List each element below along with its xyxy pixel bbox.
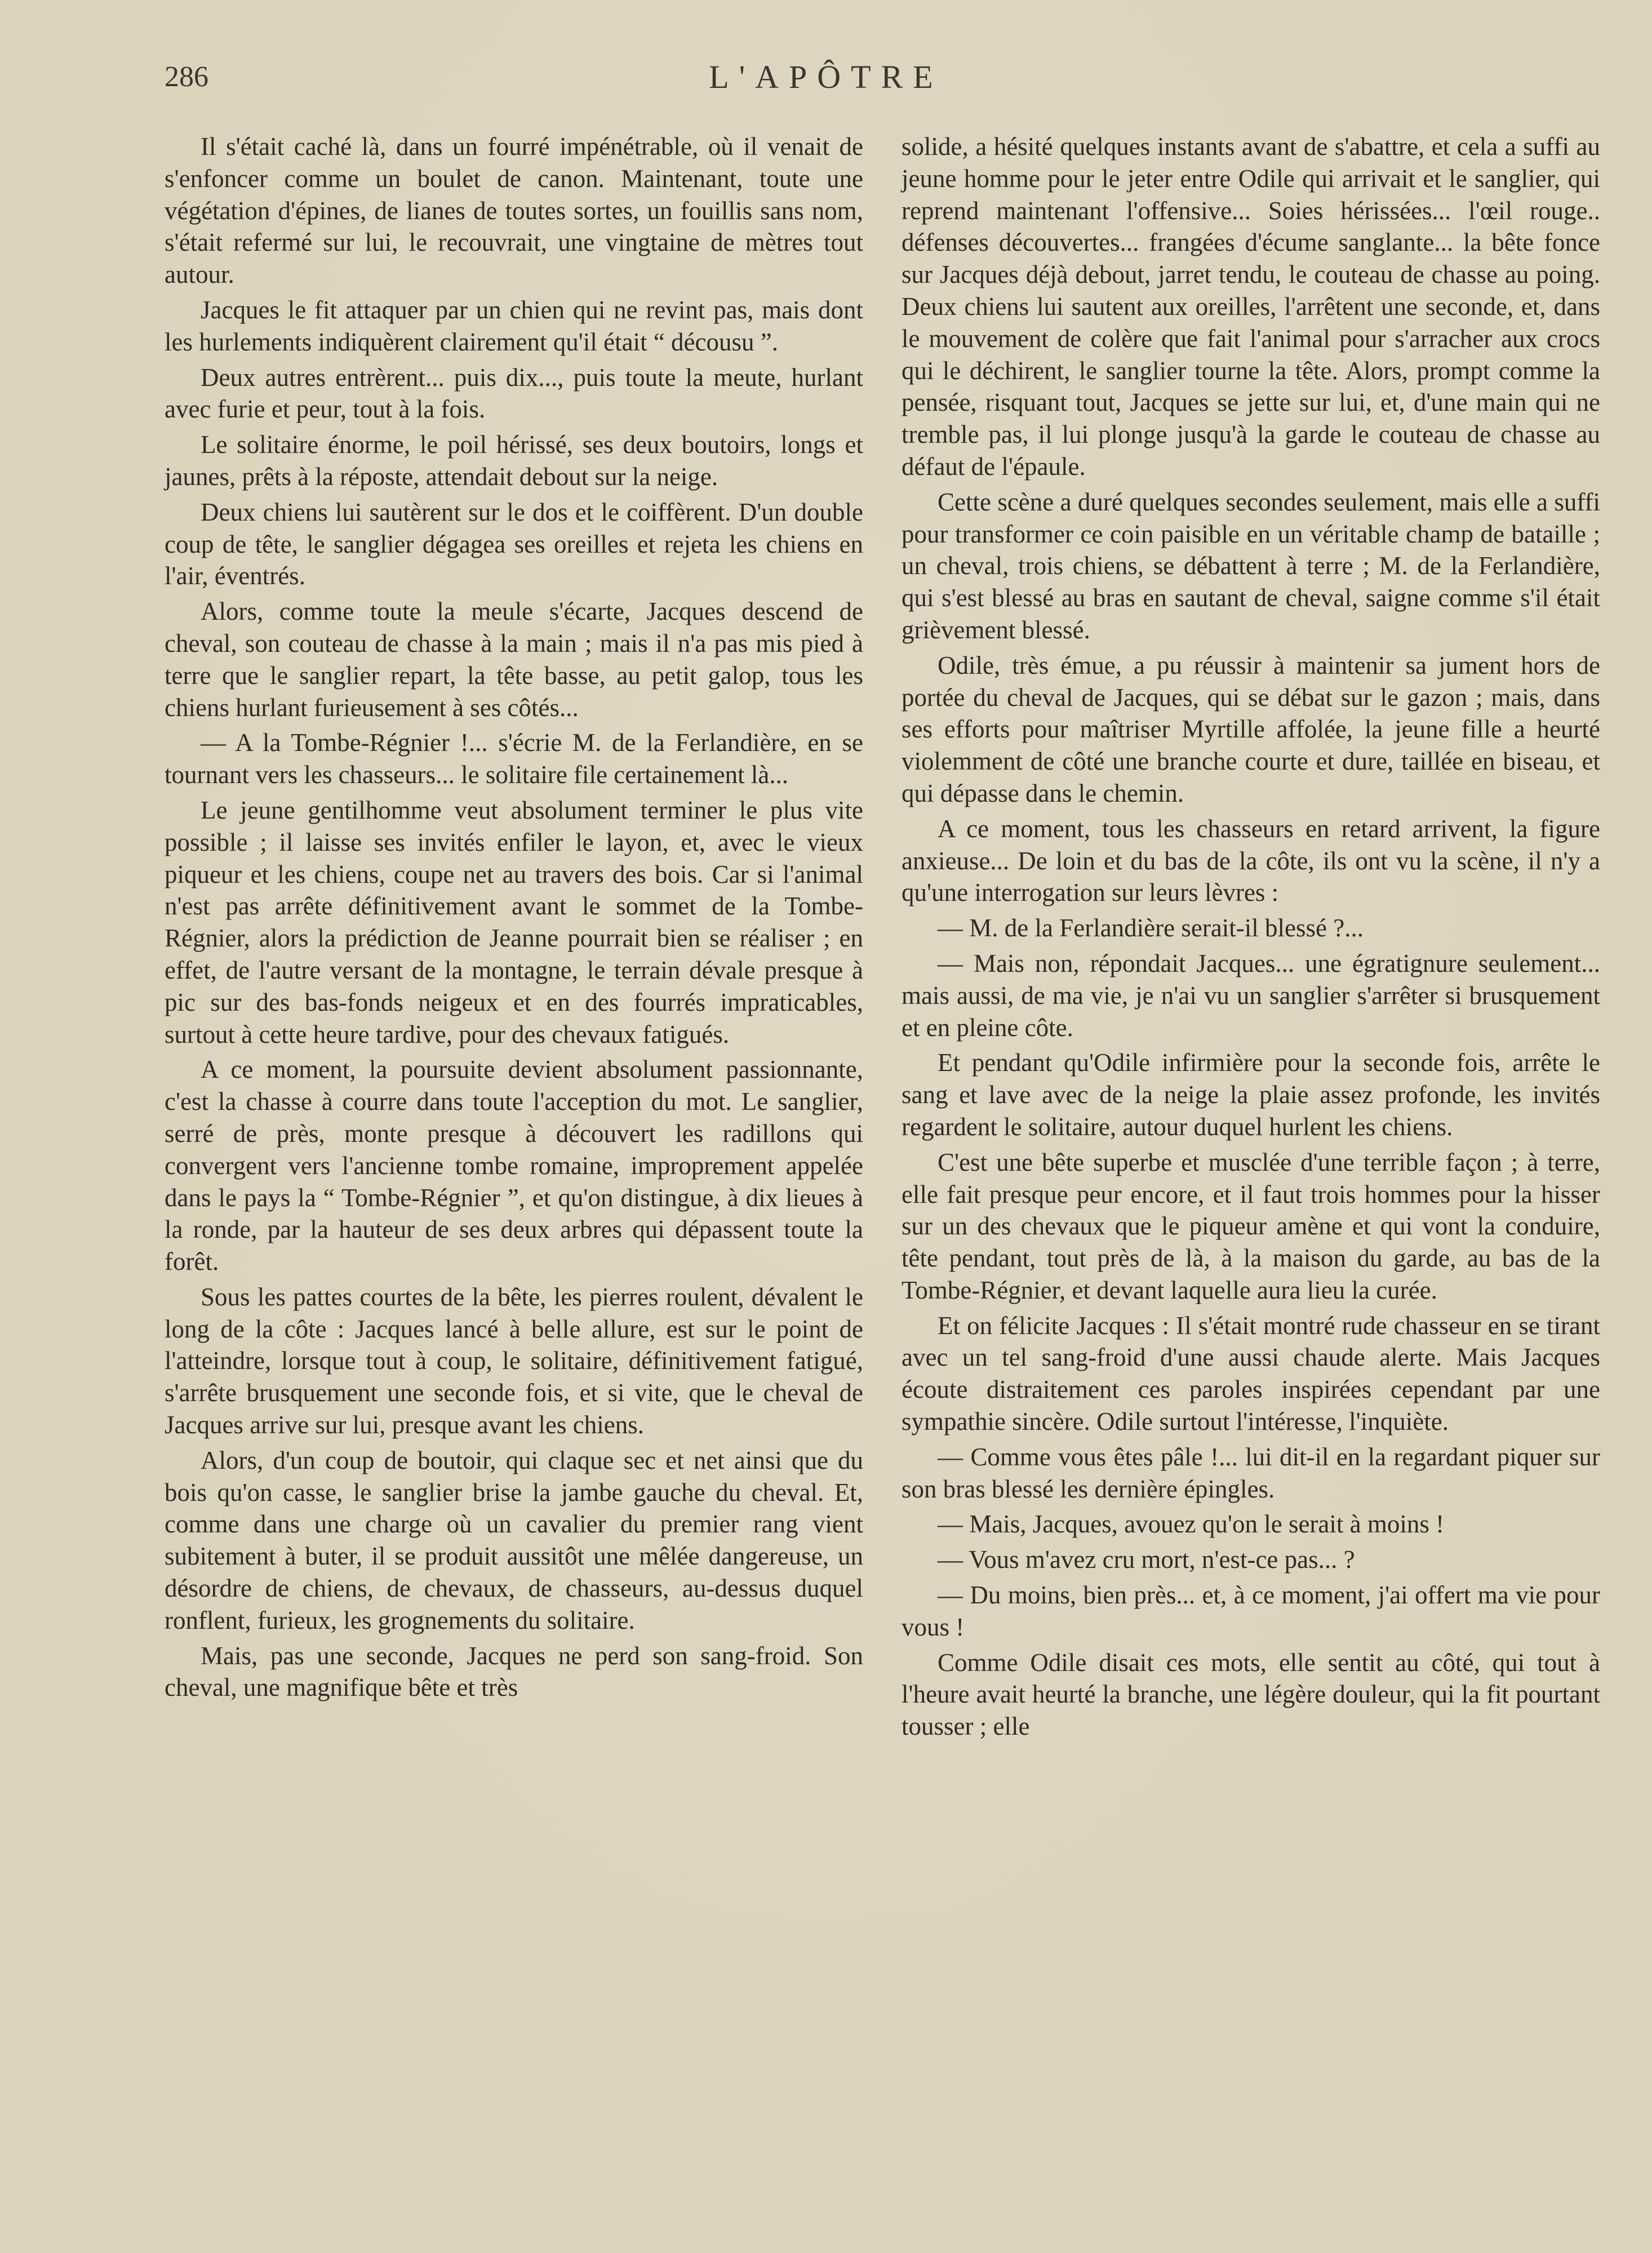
paragraph: Il s'était caché là, dans un fourré impénétrable, où il venait de s'enfoncer comme un boulet de canon. Maintenant, toute une végétation d'épines, de lianes de toutes sortes, un fouillis sans nom, s'était refermé sur lui, le recouvrait, une vingtaine de mètres tout autour.	[165, 132, 863, 289]
paragraph: — Vous m'avez cru mort, n'est-ce pas... ?	[938, 1545, 1355, 1574]
right-column	[902, 131, 1600, 1746]
paragraph: A ce moment, tous les chasseurs en retard arrivent, la figure anxieuse... De loin et du bas de la côte, ils ont vu la scène, il n'y a qu'une interrogation sur leurs lèvres :	[902, 814, 1600, 907]
paragraph: A ce moment, la poursuite devient absolument passionnante, c'est la chasse à courre dans toute l'acception du mot. Le sanglier, serré de près, monte presque à découvert les radillons qui convergent vers l'ancienne tombe romaine, improprement appelée dans le pays la “ Tombe-Régnier ”, et qu'on distingue, à dix lieues à la ronde, par la hauteur de ses deux arbres qui dépassent toute la forêt.	[165, 1055, 863, 1276]
paragraph: — Mais, Jacques, avouez qu'on le serait à moins !	[938, 1510, 1445, 1539]
paragraph: C'est une bête superbe et musclée d'une terrible façon ; à terre, elle fait presque peur encore, et il faut trois hommes pour la hisser sur un des chevaux que le piqueur amène et qui vont la conduire, tête pendant, tout près de là, à la maison du garde, au bas de la Tombe-Régnier, et devant laquelle aura lieu la curée.	[902, 1148, 1600, 1304]
paragraph: Alors, comme toute la meule s'écarte, Jacques descend de cheval, son couteau de chasse à la main ; mais il n'a pas mis pied à terre que le sanglier repart, la tête basse, au petit galop, tous les chiens hurlant furieusement à ses côtés...	[165, 597, 863, 722]
paragraph: — Mais non, répondait Jacques... une égratignure seulement... mais aussi, de ma vie, je n'ai vu un sanglier s'arrêter si brusquement et en pleine côte.	[902, 949, 1600, 1042]
paragraph: Mais, pas une seconde, Jacques ne perd son sang-froid. Son cheval, une magnifique bête et très	[165, 1641, 863, 1702]
paragraph: Comme Odile disait ces mots, elle sentit au côté, qui tout à l'heure avait heurté la branche, une légère douleur, qui la fit pourtant tousser ; elle	[902, 1648, 1600, 1741]
paragraph: Et pendant qu'Odile infirmière pour la seconde fois, arrête le sang et lave avec de la neige la plaie assez profonde, les invités regardent le solitaire, autour duquel hurlent les chiens.	[902, 1048, 1600, 1141]
paragraph: Jacques le fit attaquer par un chien qui ne revint pas, mais dont les hurlements indiquèrent clairement qu'il était “ décousu ”.	[165, 295, 863, 356]
paragraph: Odile, très émue, a pu réussir à maintenir sa jument hors de portée du cheval de Jacques, qui se débat sur le gazon ; mais, dans ses efforts pour maîtriser Myrtille affolée, la jeune fille a heurté violemment de côté une branche courte et dure, taillée en biseau, et qui dépasse dans le chemin.	[902, 651, 1600, 807]
paragraph: — A la Tombe-Régnier !... s'écrie M. de la Ferlandière, en se tournant vers les chasseurs... le solitaire file certainement là...	[165, 728, 863, 789]
left-column	[165, 131, 863, 1707]
paragraph: Sous les pattes courtes de la bête, les pierres roulent, dévalent le long de la côte : Jacques lancé à belle allure, est sur le point de l'atteindre, lorsque tout à coup, le solitaire, définitivement fatigué, s'arrête brusquement une seconde fois, et si vite, que le cheval de Jacques arrive sur lui, presque avant les chiens.	[165, 1282, 863, 1439]
paragraph: — Du moins, bien près... et, à ce moment, j'ai offert ma vie pour vous !	[902, 1581, 1600, 1641]
paragraph: Le jeune gentilhomme veut absolument terminer le plus vite possible ; il laisse ses invités enfiler le layon, et, avec le vieux piqueur et les chiens, coupe net au travers des bois. Car si l'animal n'est pas arrête définitivement avant le sommet de la Tombe-Régnier, alors la prédiction de Jeanne pourrait bien se réaliser ; en effet, de l'autre versant de la montagne, le terrain dévale presque à pic sur des bas-fonds neigeux et en des fourrés impraticables, surtout à cette heure tardive, pour des chevaux fatigués.	[165, 796, 863, 1048]
paragraph: — Comme vous êtes pâle !... lui dit-il en la regardant piquer sur son bras blessé les dernière épingles.	[902, 1442, 1600, 1503]
page-header	[0, 52, 1652, 103]
paragraph: Deux autres entrèrent... puis dix..., puis toute la meute, hurlant avec furie et peur, tout à la fois.	[165, 363, 863, 424]
paragraph-continued: solide, a hésité quelques instants avant de s'abattre, et cela a suffi au jeune homme pour le jeter entre Odile qui arrivait et le sanglier, qui reprend maintenant l'offensive... Soies hérissées... l'œil rouge.. défenses découvertes... frangées d'écume sanglante... la bête fonce sur Jacques déjà debout, jarret tendu, le couteau de chasse au poing. Deux chiens lui sautent aux oreilles, l'arrêtent une seconde, et, dans le mouvement de colère que fait l'animal pour s'arracher aux crocs qui le déchirent, le sanglier tourne la tête. Alors, prompt comme la pensée, risquant tout, Jacques se jette sur lui, et, d'une main qui ne tremble pas, il lui plonge jusqu'à la garde le couteau de chasse au défaut de l'épaule.	[902, 132, 1600, 481]
paragraph: Cette scène a duré quelques secondes seulement, mais elle a suffi pour transformer ce coin paisible en un véritable champ de bataille ; un cheval, trois chiens, se débattent à terre ; M. de la Ferlandière, qui s'est blessé au bras en sautant de cheval, saigne comme s'il était grièvement blessé.	[902, 487, 1600, 644]
page-number: 286	[165, 61, 208, 93]
paragraph: Alors, d'un coup de boutoir, qui claque sec et net ainsi que du bois qu'on casse, le sanglier brise la jambe gauche du cheval. Et, comme dans une charge où un cavalier du premier rang vient subitement à buter, il se produit aussitôt une mêlée dangereuse, un désordre de chiens, de chevaux, de chasseurs, au-dessus duquel ronflent, furieux, les grognements du solitaire.	[165, 1446, 863, 1634]
paragraph: Et on félicite Jacques : Il s'était montré rude chasseur en se tirant avec un tel sang-froid d'une aussi chaude alerte. Mais Jacques écoute distraitement ces paroles inspirées cependant par une sympathie sincère. Odile surtout l'intéresse, l'inquiète.	[902, 1311, 1600, 1436]
paragraph: — M. de la Ferlandière serait-il blessé ?...	[938, 914, 1364, 943]
paragraph: Deux chiens lui sautèrent sur le dos et le coiffèrent. D'un double coup de tête, le sanglier dégagea ses oreilles et rejeta les chiens en l'air, éventrés.	[165, 497, 863, 590]
running-title: L'APÔTRE	[709, 59, 943, 95]
paragraph: Le solitaire énorme, le poil hérissé, ses deux boutoirs, longs et jaunes, prêts à la réposte, attendait debout sur la neige.	[165, 430, 863, 491]
